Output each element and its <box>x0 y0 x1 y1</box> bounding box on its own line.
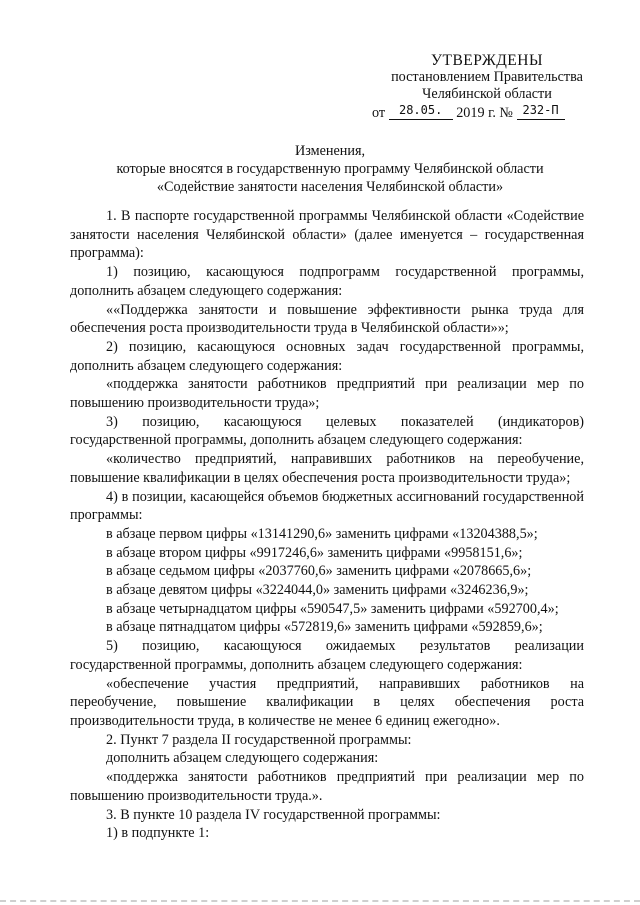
heading-line-3: «Содействие занятости населения Челябинской области» <box>156 179 504 195</box>
paragraph: 3) позицию, касающуюся целевых показателей (индикаторов) государственной программы, дополнить абзацем следующего содержания: <box>70 413 584 449</box>
heading-line-1: Изменения, <box>294 143 366 159</box>
heading-line-2: которые вносятся в государственную программу Челябинской области <box>116 161 544 177</box>
handwritten-date: 28.05. <box>389 102 453 120</box>
paragraph: 1) позицию, касающуюся подпрограмм государственной программы, дополнить абзацем следующего содержания: <box>70 264 584 299</box>
page-edge-divider <box>0 900 640 902</box>
paragraph: 1) в подпункте 1: <box>106 825 210 842</box>
paragraph: «количество предприятий, направивших работников на переобучение, повышение квалификации в целях обеспечения роста производительности труда»; <box>70 451 584 486</box>
paragraph: «поддержка занятости работников предприятий при реализации мер по повышению производительности труда.». <box>70 769 584 804</box>
paragraph: 4) в позиции, касающейся объемов бюджетных ассигнований государственной программы: <box>70 488 584 524</box>
paragraph: в абзаце девятом цифры «3224044,0» заменить цифрами «3246236,9»; <box>106 582 529 599</box>
paragraph: в абзаце седьмом цифры «2037760,6» заменить цифрами «2078665,6»; <box>106 563 532 580</box>
document-body <box>70 207 584 843</box>
paragraph: «обеспечение участия предприятий, направивших работников на переобучение, повышение квалификации в целях обеспечения роста производительности труда, в количестве не менее 6 единиц ежегодно». <box>70 675 584 729</box>
paragraph: в абзаце втором цифры «9917246,6» заменить цифрами «9958151,6»; <box>106 544 523 561</box>
paragraph: ««Поддержка занятости и повышение эффективности рынка труда для обеспечения роста производительности труда в Челябинской области»»; <box>70 301 584 337</box>
handwritten-number: 232-П <box>517 102 565 120</box>
paragraph: дополнить абзацем следующего содержания: <box>106 750 379 767</box>
approval-line-1: постановлением Правительства <box>391 69 583 85</box>
document-heading <box>60 142 600 196</box>
paragraph: в абзаце четырнадцатом цифры «590547,5» заменить цифрами «592700,4»; <box>106 600 559 617</box>
year-number-label: 2019 г. № <box>456 105 513 121</box>
paragraph: в абзаце первом цифры «13141290,6» заменить цифрами «13204388,5»; <box>106 525 538 542</box>
paragraph: 1. В паспорте государственной программы Челябинской области «Содействие занятости населения Челябинской области» (далее именуется – государственная программа): <box>70 208 584 262</box>
approval-line-2: Челябинской области <box>422 86 552 102</box>
date-prefix: от <box>372 105 386 121</box>
paragraph: 5) позицию, касающуюся ожидаемых результатов реализации государственной программы, дополнить абзацем следующего содержания: <box>70 638 584 673</box>
paragraph: в абзаце пятнадцатом цифры «572819,6» заменить цифрами «592859,6»; <box>106 619 543 636</box>
paragraph: 2. Пункт 7 раздела II государственной программы: <box>106 731 412 748</box>
approval-block <box>372 52 602 123</box>
paragraph: 2) позицию, касающуюся основных задач государственной программы, дополнить абзацем следующего содержания: <box>70 338 584 374</box>
approval-title: УТВЕРЖДЕНЫ <box>431 52 543 69</box>
approval-date-line <box>372 105 602 123</box>
paragraph: 3. В пункте 10 раздела IV государственной программы: <box>106 806 441 823</box>
paragraph: «поддержка занятости работников предприятий при реализации мер по повышению производительности труда»; <box>70 376 584 412</box>
